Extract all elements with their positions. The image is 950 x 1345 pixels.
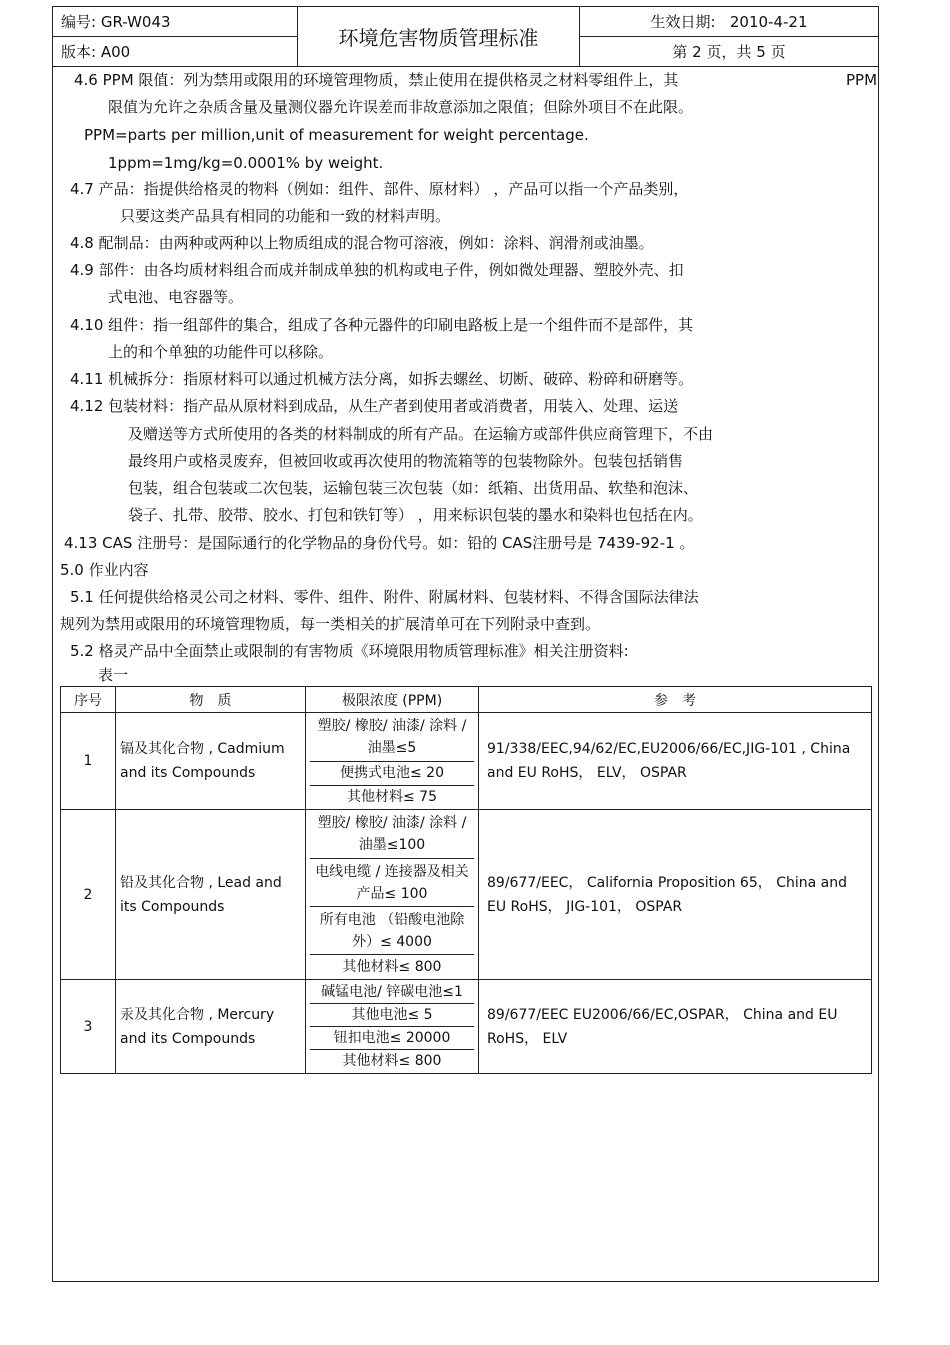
table-header-row — [61, 687, 872, 713]
body-line: 5.2 格灵产品中全面禁止或限制的有害物质《环境限用物质管理标准》相关注册资料: — [70, 642, 629, 660]
body-line: 4.8 配制品：由两种或两种以上物质组成的混合物可溶液，例如：涂料、润滑剂或油墨。 — [70, 234, 654, 252]
body-line: 4.6 PPM 限值：列为禁用或限用的环境管理物质，禁止使用在提供格灵之材料零组件上，其 — [74, 71, 679, 89]
hazard-substance-table — [60, 686, 872, 1074]
body-line: 4.11 机械拆分：指原材料可以通过机械方法分离，如拆去螺丝、切断、破碎、粉碎和研磨等。 — [70, 370, 694, 388]
row-reference: 89/677/EEC EU2006/66/EC,OSPAR， China and EU RoHS， ELV — [479, 980, 872, 1074]
col-limit-header: 极限浓度 (PPM) — [306, 687, 479, 713]
limit-item: 塑胶/ 橡胶/ 油漆/ 涂料 / 油墨≤100 — [310, 811, 474, 859]
body-line: 4.13 CAS 注册号：是国际通行的化学物品的身份代号。如：铅的 CAS注册号是 7439-92-1 。 — [64, 534, 695, 552]
effective-date — [580, 7, 879, 37]
page-number: 第 2 页，共 5 页 — [580, 37, 879, 67]
limit-item: 钮扣电池≤ 20000 — [310, 1027, 474, 1050]
body-line: 及赠送等方式所使用的各类的材料制成的所有产品。在运输方或部件供应商管理下，不由 — [128, 425, 714, 443]
effective-date-value: 2010-4-21 — [729, 13, 808, 31]
body-line: 5.0 作业内容 — [60, 561, 149, 579]
limit-item: 其他材料≤ 75 — [347, 789, 437, 806]
col-reference-header: 参 考 — [479, 687, 872, 713]
col-no-header: 序号 — [61, 687, 116, 713]
document-header — [52, 6, 879, 67]
limit-item: 所有电池 （铅酸电池除外）≤ 4000 — [310, 907, 474, 955]
body-line: 表一 — [98, 666, 129, 684]
row-substance: 铅及其化合物 , Lead and its Compounds — [116, 810, 306, 980]
row-reference: 89/677/EEC， California Proposition 65， China and EU RoHS， JIG-101， OSPAR — [479, 810, 872, 980]
row-no: 2 — [61, 810, 116, 980]
row-no: 3 — [61, 980, 116, 1074]
limit-item: 碱锰电池/ 锌碳电池≤1 — [310, 981, 474, 1004]
limit-item: 其他电池≤ 5 — [310, 1004, 474, 1027]
body-line: 袋子、扎带、胶带、胶水、打包和铁钉等） ，用来标识包装的墨水和染料也包括在内。 — [128, 506, 703, 524]
limit-item: 塑胶/ 橡胶/ 油漆/ 涂料 / 油墨≤5 — [310, 713, 474, 761]
row-substance: 汞及其化合物 , Mercury and its Compounds — [116, 980, 306, 1074]
body-line: 上的和个单独的功能件可以移除。 — [108, 343, 334, 361]
limit-item: 便携式电池≤ 20 — [310, 761, 474, 785]
body-line: 限值为允许之杂质含量及量测仪器允许误差而非故意添加之限值；但除外项目不在此限。 — [108, 98, 694, 116]
effective-date-label: 生效日期: — [650, 13, 716, 31]
body-line: 4.9 部件：由各均质材料组合而成并制成单独的机构或电子件，例如微处理器、塑胶外壳、扣 — [70, 261, 684, 279]
document-title: 环境危害物质管理标准 — [298, 7, 580, 67]
document-code: 编号: GR-W043 — [53, 7, 298, 37]
table-row — [61, 713, 872, 810]
body-line: 4.7 产品：指提供给格灵的物料（例如：组件、部件、原材料） ，产品可以指一个产品类别， — [70, 180, 689, 198]
limit-item: 其他材料≤ 800 — [342, 958, 442, 975]
table-row — [61, 810, 872, 980]
body-line: 只要这类产品具有相同的功能和一致的材料声明。 — [120, 207, 451, 225]
body-line: 5.1 任何提供给格灵公司之材料、零件、组件、附件、附属材料、包装材料、不得含国际法律法 — [70, 588, 699, 606]
row-limits — [306, 810, 479, 980]
row-no: 1 — [61, 713, 116, 810]
row-limits — [306, 980, 479, 1074]
table-row — [61, 980, 872, 1074]
body-line: PPM — [846, 71, 878, 89]
document-version: 版本: A00 — [53, 37, 298, 67]
body-line: 式电池、电容器等。 — [108, 288, 244, 306]
col-substance-header: 物 质 — [116, 687, 306, 713]
limit-item: 其他材料≤ 800 — [342, 1053, 442, 1070]
row-reference: 91/338/EEC,94/62/EC,EU2006/66/EC,JIG-101 , China and EU RoHS， ELV， OSPAR — [479, 713, 872, 810]
body-line: PPM=parts per million,unit of measurement for weight percentage. — [84, 126, 589, 144]
body-line: 最终用户或格灵废弃，但被回收或再次使用的物流箱等的包装物除外。包装包括销售 — [128, 452, 684, 470]
body-line: 4.10 组件：指一组部件的集合，组成了各种元器件的印刷电路板上是一个组件而不是部件，其 — [70, 316, 694, 334]
limit-item: 电线电缆 / 连接器及相关产品≤ 100 — [310, 859, 474, 907]
row-limits — [306, 713, 479, 810]
body-line: 包装，组合包装或二次包装，运输包装三次包装（如：纸箱、出货用品、软垫和泡沫、 — [128, 479, 699, 497]
body-line: 1ppm=1mg/kg=0.0001% by weight. — [108, 154, 384, 172]
row-substance: 镉及其化合物 , Cadmium and its Compounds — [116, 713, 306, 810]
body-line: 4.12 包装材料：指产品从原材料到成品，从生产者到使用者或消费者，用装入、处理、运送 — [70, 397, 679, 415]
body-line: 规列为禁用或限用的环境管理物质，每一类相关的扩展清单可在下列附录中查到。 — [60, 615, 601, 633]
